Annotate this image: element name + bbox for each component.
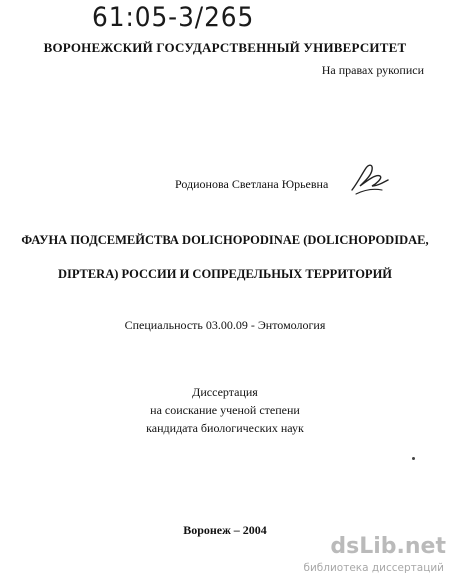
author-name: Родионова Светлана Юрьевна	[175, 177, 329, 191]
title-line-2: DIPTERA) РОССИИ И СОПРЕДЕЛЬНЫХ ТЕРРИТОРИЙ	[57, 267, 393, 281]
rights-note: На правах рукописи	[321, 63, 424, 77]
degree-line: на соискание ученой степени	[150, 403, 300, 417]
scan-speck	[412, 457, 415, 460]
specialty-line: Специальность 03.00.09 - Энтомология	[124, 318, 326, 332]
title-line-1: ФАУНА ПОДСЕМЕЙСТВА DOLICHOPODINAE (DOLICHOPODIDAE,	[21, 233, 429, 247]
university-name: ВОРОНЕЖСКИЙ ГОСУДАРСТВЕННЫЙ УНИВЕРСИТЕТ	[43, 40, 407, 55]
city-year: Воронеж – 2004	[183, 523, 267, 537]
dissertation-label: Диссертация	[192, 385, 258, 399]
watermark-logo: dsLib.net	[330, 534, 446, 559]
signature-icon	[346, 160, 392, 200]
degree-field-line: кандидата биологических наук	[146, 421, 304, 435]
watermark	[303, 534, 446, 578]
watermark-subtitle: библиотека диссертаций	[303, 562, 444, 574]
handwritten-catalog-code: 61:05-3/265	[92, 2, 255, 33]
